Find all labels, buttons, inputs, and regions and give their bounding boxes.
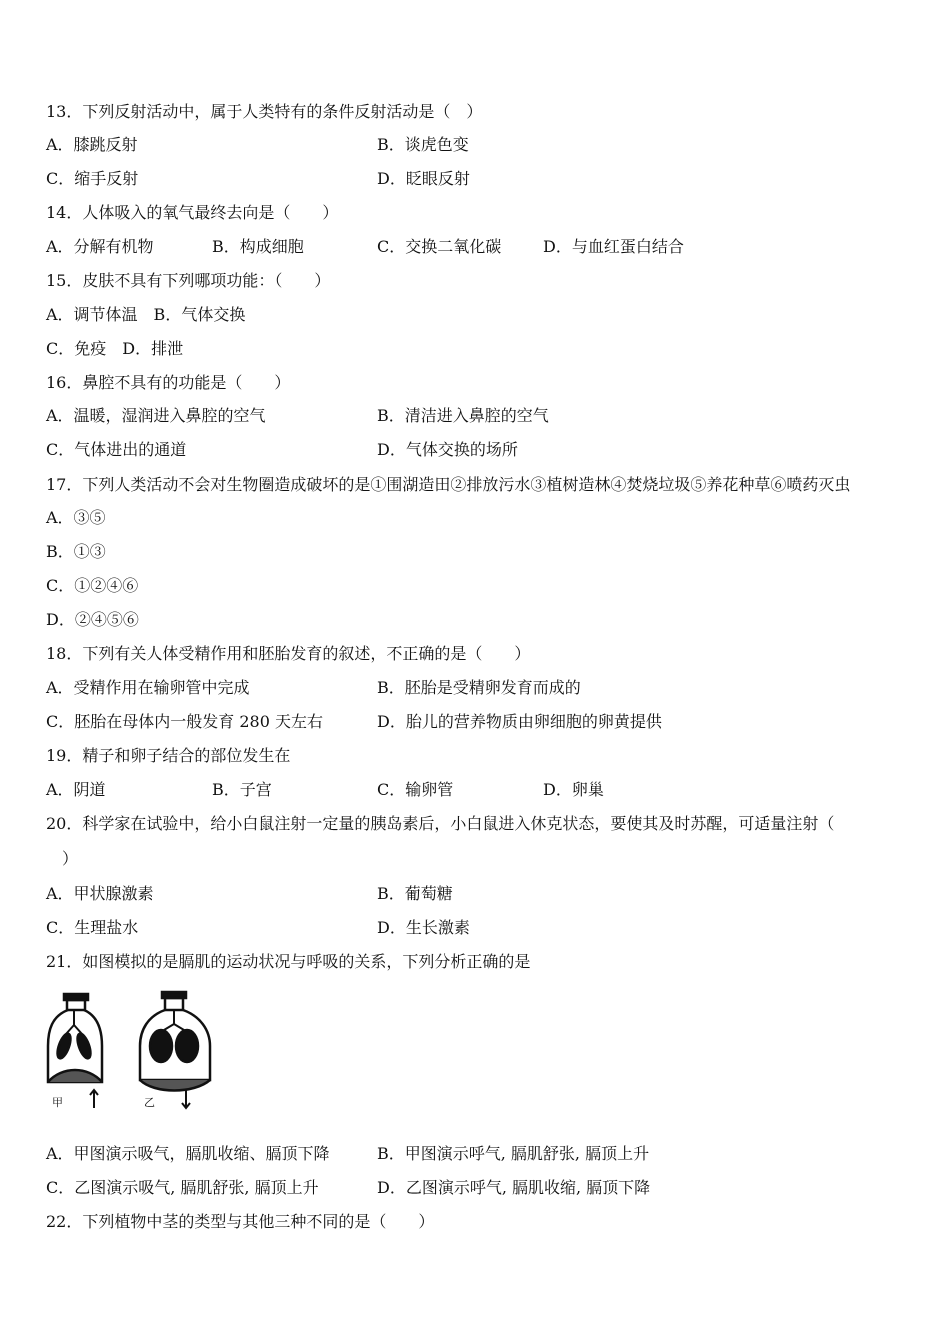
q20-stem-line1: 20．科学家在试验中，给小白鼠注射一定量的胰岛素后，小白鼠进入休克状态，要使其及时苏醒，可适量注射（ bbox=[46, 814, 835, 833]
q21-option-a[interactable]: A．甲图演示吸气，膈肌收缩、膈顶下降 bbox=[46, 1144, 330, 1163]
q17-option-b[interactable]: B．①③ bbox=[46, 542, 106, 561]
q16-option-b[interactable]: B．清洁进入鼻腔的空气 bbox=[377, 406, 549, 425]
jar-yi bbox=[140, 992, 210, 1108]
q16-option-a[interactable]: A．温暖，湿润进入鼻腔的空气 bbox=[46, 406, 266, 425]
q17-stem: 17．下列人类活动不会对生物圈造成破坏的是①围湖造田②排放污水③植树造林④焚烧垃圾⑤养花种草⑥喷药灭虫 bbox=[46, 475, 851, 494]
diaphragm-model-figure bbox=[44, 990, 216, 1114]
q20-option-c[interactable]: C．生理盐水 bbox=[46, 918, 139, 937]
q18-option-a[interactable]: A．受精作用在输卵管中完成 bbox=[46, 678, 250, 697]
q13-option-c[interactable]: C．缩手反射 bbox=[46, 169, 139, 188]
q13-stem: 13．下列反射活动中，属于人类特有的条件反射活动是（ ） bbox=[46, 102, 483, 121]
jar-jia-right-lung bbox=[75, 1032, 93, 1060]
q21-option-c[interactable]: C．乙图演示吸气, 膈肌舒张, 膈顶上升 bbox=[46, 1178, 319, 1197]
jar-yi-left-lung bbox=[150, 1030, 172, 1062]
q13-option-b[interactable]: B．谈虎色变 bbox=[377, 135, 469, 154]
q14-option-c[interactable]: C．交换二氧化碳 bbox=[377, 237, 502, 256]
q19-stem: 19．精子和卵子结合的部位发生在 bbox=[46, 746, 291, 765]
figure-label-yi: 乙 bbox=[144, 1096, 155, 1109]
jar-jia-neck bbox=[67, 1000, 85, 1010]
q22-stem: 22．下列植物中茎的类型与其他三种不同的是（ ） bbox=[46, 1212, 435, 1231]
q15-options-cd[interactable]: C．免疫 D．排泄 bbox=[46, 339, 184, 358]
jar-yi-neck bbox=[165, 998, 183, 1010]
jar-jia-diaphragm bbox=[48, 1070, 102, 1082]
q17-option-a[interactable]: A．③⑤ bbox=[46, 508, 106, 527]
q14-option-b[interactable]: B．构成细胞 bbox=[212, 237, 304, 256]
q16-option-d[interactable]: D．气体交换的场所 bbox=[377, 440, 518, 459]
q14-stem: 14．人体吸入的氧气最终去向是（ ） bbox=[46, 203, 339, 222]
q15-options-ab[interactable]: A．调节体温 B．气体交换 bbox=[46, 305, 246, 324]
q14-option-a[interactable]: A．分解有机物 bbox=[46, 237, 154, 256]
jar-jia-arrow-up bbox=[90, 1090, 98, 1108]
q20-option-d[interactable]: D．生长激素 bbox=[377, 918, 470, 937]
q19-option-d[interactable]: D．卵巢 bbox=[543, 780, 604, 799]
jar-yi-arrow-down bbox=[182, 1090, 190, 1108]
q14-option-d[interactable]: D．与血红蛋白结合 bbox=[543, 237, 684, 256]
q20-option-b[interactable]: B．葡萄糖 bbox=[377, 884, 453, 903]
jar-yi-right-lung bbox=[176, 1030, 198, 1062]
jar-jia-left-lung bbox=[55, 1032, 73, 1060]
jar-jia-trachea bbox=[66, 1010, 82, 1034]
q15-stem: 15．皮肤不具有下列哪项功能：（ ） bbox=[46, 271, 331, 290]
q19-option-a[interactable]: A．阴道 bbox=[46, 780, 106, 799]
q17-option-c[interactable]: C．①②④⑥ bbox=[46, 576, 139, 595]
q18-option-c[interactable]: C．胚胎在母体内一般发育 280 天左右 bbox=[46, 712, 323, 731]
q19-option-c[interactable]: C．输卵管 bbox=[377, 780, 454, 799]
q19-option-b[interactable]: B．子宫 bbox=[212, 780, 272, 799]
figure-label-jia: 甲 bbox=[52, 1096, 63, 1109]
q16-option-c[interactable]: C．气体进出的通道 bbox=[46, 440, 187, 459]
q21-stem: 21．如图模拟的是膈肌的运动状况与呼吸的关系，下列分析正确的是 bbox=[46, 952, 531, 971]
q21-option-d[interactable]: D．乙图演示呼气, 膈肌收缩, 膈顶下降 bbox=[377, 1178, 651, 1197]
q17-option-d[interactable]: D．②④⑤⑥ bbox=[46, 610, 139, 629]
q16-stem: 16．鼻腔不具有的功能是（ ） bbox=[46, 373, 291, 392]
q18-option-b[interactable]: B．胚胎是受精卵发育而成的 bbox=[377, 678, 581, 697]
q18-stem: 18．下列有关人体受精作用和胚胎发育的叙述，不正确的是（ ） bbox=[46, 644, 531, 663]
q20-option-a[interactable]: A．甲状腺激素 bbox=[46, 884, 154, 903]
q20-stem-line2: ） bbox=[62, 849, 79, 868]
q21-option-b[interactable]: B．甲图演示呼气, 膈肌舒张, 膈顶上升 bbox=[377, 1144, 650, 1163]
q13-option-a[interactable]: A．膝跳反射 bbox=[46, 135, 138, 154]
jar-yi-diaphragm bbox=[140, 1080, 210, 1091]
q18-option-d[interactable]: D．胎儿的营养物质由卵细胞的卵黄提供 bbox=[377, 712, 662, 731]
q13-option-d[interactable]: D．眨眼反射 bbox=[377, 169, 470, 188]
jar-jia bbox=[48, 994, 102, 1108]
jar-yi-trachea bbox=[164, 1010, 184, 1030]
